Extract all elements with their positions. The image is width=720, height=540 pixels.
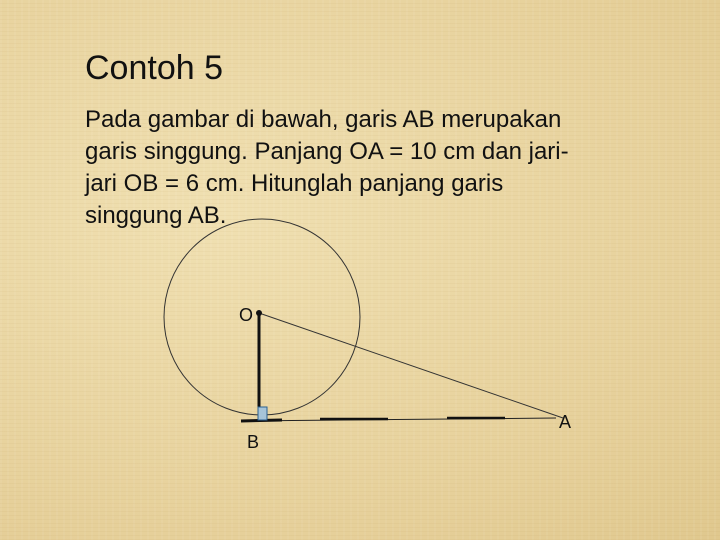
label-o: O [239,305,254,325]
problem-line: garis singgung. Panjang OA = 10 cm dan jari- [85,138,569,165]
point-o [256,310,262,316]
slide-title: Contoh 5 [85,49,223,87]
problem-line: singgung AB. [85,202,227,229]
tangent-ab [241,418,556,421]
problem-line: Pada gambar di bawah, garis AB merupakan [85,106,562,133]
circle [164,219,360,415]
right-angle-marker [258,407,267,420]
line-oa [259,313,563,418]
problem-line: jari OB = 6 cm. Hitunglah panjang garis [85,170,504,197]
label-a: A [559,412,572,432]
label-b: B [247,432,260,452]
